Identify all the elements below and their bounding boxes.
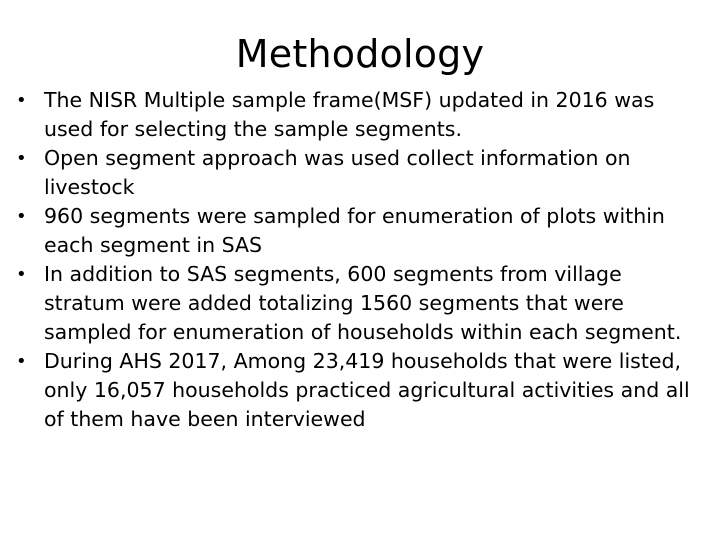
bullet-text: In addition to SAS segments, 600 segments from village stratum were added totalizing 1560 segments that were sampled for enumeration of households within each segment. <box>44 262 682 344</box>
bullet-item <box>14 86 694 144</box>
bullet-point-icon: • <box>16 148 27 169</box>
bullet-point-icon: • <box>16 90 27 111</box>
bullet-item <box>14 347 694 434</box>
bullet-text: 960 segments were sampled for enumeration of plots within each segment in SAS <box>44 204 665 257</box>
bullet-point-icon: • <box>16 351 27 372</box>
bullet-item <box>14 202 694 260</box>
bullet-point-icon: • <box>16 264 27 285</box>
bullet-point-icon: • <box>16 206 27 227</box>
slide-title: Methodology <box>235 32 485 76</box>
bullet-text: Open segment approach was used collect information on livestock <box>44 146 631 199</box>
bullet-item <box>14 260 694 347</box>
bullet-text: During AHS 2017, Among 23,419 households that were listed, only 16,057 households practiced agricultural activities and all of them have been interviewed <box>44 349 690 431</box>
bullet-list <box>14 86 694 434</box>
bullet-item <box>14 144 694 202</box>
bullet-text: The NISR Multiple sample frame(MSF) updated in 2016 was used for selecting the sample segments. <box>44 88 655 141</box>
